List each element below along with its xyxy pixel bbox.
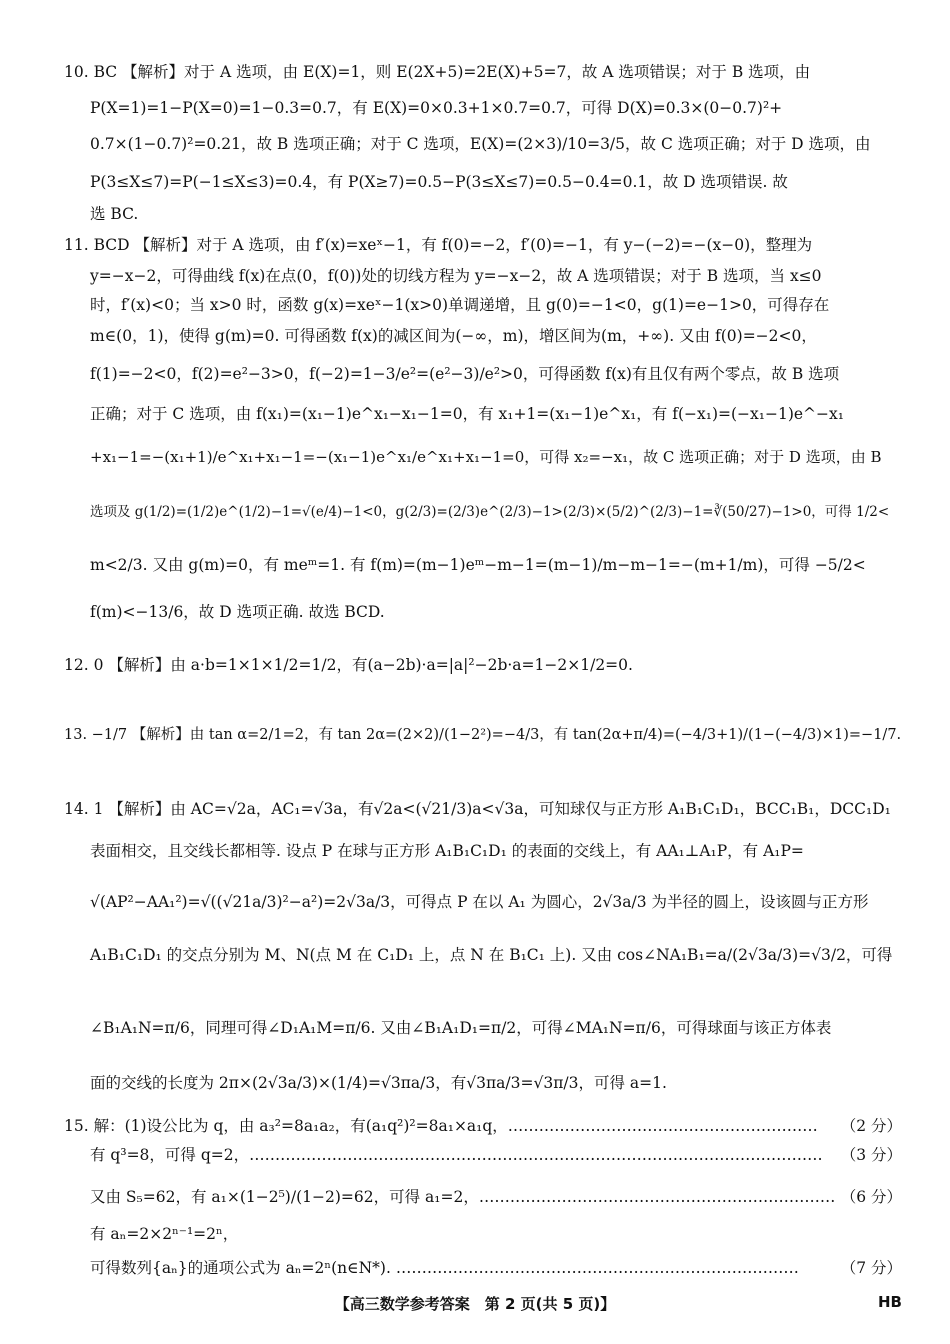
text-line: m<2/3. 又由 g(m)=0，有 meᵐ=1. 有 f(m)=(m−1)eᵐ−m−1=(m−1)/m−m−1=−(m+1/m)，可得 −5/2< bbox=[90, 556, 866, 574]
score-label: （2 分） bbox=[840, 1117, 902, 1135]
text-line: 正确；对于 C 选项，由 f(x₁)=(x₁−1)e^x₁−x₁−1=0，有 x₁+1=(x₁−1)e^x₁，有 f(−x₁)=(−x₁−1)e^−x₁ bbox=[90, 405, 844, 423]
text-line: 选 BC. bbox=[90, 205, 139, 223]
text-line: P(3≤X≤7)=P(−1≤X≤3)=0.4，有 P(X≥7)=0.5−P(3≤X≤7)=0.5−0.4=0.1，故 D 选项错误. 故 bbox=[90, 173, 788, 191]
text-line: 又由 S₅=62，有 a₁×(1−2⁵)/(1−2)=62，可得 a₁=2，…………………………………………………………… bbox=[90, 1188, 836, 1206]
text-line: 15. 解：(1)设公比为 q，由 a₃²=8a₁a₂，有(a₁q²)²=8a₁×a₁q，…………………………………………………… bbox=[64, 1117, 818, 1135]
text-line: 选项及 g(1/2)=(1/2)e^(1/2)−1=√(e/4)−1<0，g(2/3)=(2/3)e^(2/3)−1>(2/3)×(5/2)^(2/3)−1=∛(50/27)−1>0，可得 1/2< bbox=[90, 504, 890, 520]
text-line: 13. −1/7 【解析】由 tan α=2/1=2，有 tan 2α=(2×2)/(1−2²)=−4/3，有 tan(2α+π/4)=(−4/3+1)/(1−(−4/3)×1)=−1/7. bbox=[64, 727, 902, 743]
text-line: 时，f′(x)<0；当 x>0 时，函数 g(x)=xeˣ−1(x>0)单调递增，且 g(0)=−1<0，g(1)=e−1>0，可得存在 bbox=[90, 296, 830, 314]
text-line: 有 q³=8，可得 q=2，………………………………………………………………………………………………… bbox=[90, 1146, 823, 1164]
score-label: （7 分） bbox=[840, 1259, 902, 1277]
text-line: 有 aₙ=2×2ⁿ⁻¹=2ⁿ， bbox=[90, 1225, 239, 1243]
text-line: f(1)=−2<0，f(2)=e²−3>0，f(−2)=1−3/e²=(e²−3)/e²>0，可得函数 f(x)有且仅有两个零点，故 B 选项 bbox=[90, 365, 840, 383]
text-line: √(AP²−AA₁²)=√((√21a/3)²−a²)=2√3a/3，可得点 P 在以 A₁ 为圆心，2√3a/3 为半径的圆上，设该圆与正方形 bbox=[90, 893, 869, 911]
text-line: +x₁−1=−(x₁+1)/e^x₁+x₁−1=−(x₁−1)e^x₁/e^x₁+x₁−1=0，可得 x₂=−x₁，故 C 选项正确；对于 D 选项，由 B bbox=[90, 448, 882, 466]
text-line: 12. 0 【解析】由 a·b=1×1×1/2=1/2，有(a−2b)·a=|a|²−2b·a=1−2×1/2=0. bbox=[64, 656, 633, 674]
text-line: 14. 1 【解析】由 AC=√2a，AC₁=√3a，有√2a<(√21/3)a<√3a，可知球仅与正方形 A₁B₁C₁D₁，BCC₁B₁，DCC₁D₁ bbox=[64, 800, 891, 818]
text-line: 面的交线的长度为 2π×(2√3a/3)×(1/4)=√3πa/3，有√3πa/3=√3π/3，可得 a=1. bbox=[90, 1074, 667, 1092]
text-line: f(m)<−13/6，故 D 选项正确. 故选 BCD. bbox=[90, 603, 385, 621]
text-line: ∠B₁A₁N=π/6，同理可得∠D₁A₁M=π/6. 又由∠B₁A₁D₁=π/2，可得∠MA₁N=π/6，可得球面与该正方体表 bbox=[90, 1019, 832, 1037]
score-label: （6 分） bbox=[840, 1188, 902, 1206]
page-footer: 【高三数学参考答案 第 2 页(共 5 页)】 bbox=[334, 1295, 616, 1313]
text-line: 11. BCD 【解析】对于 A 选项，由 f′(x)=xeˣ−1，有 f(0)=−2，f′(0)=−1，有 y−(−2)=−(x−0)，整理为 bbox=[64, 236, 813, 254]
text-line: m∈(0，1)，使得 g(m)=0. 可得函数 f(x)的减区间为(−∞，m)，增区间为(m，+∞). 又由 f(0)=−2<0， bbox=[90, 327, 817, 345]
doc-code: HB bbox=[878, 1293, 902, 1311]
text-line: 0.7×(1−0.7)²=0.21，故 B 选项正确；对于 C 选项，E(X)=(2×3)/10=3/5，故 C 选项正确；对于 D 选项，由 bbox=[90, 135, 871, 153]
text-line: y=−x−2，可得曲线 f(x)在点(0，f(0))处的切线方程为 y=−x−2，故 A 选项错误；对于 B 选项，当 x≤0 bbox=[90, 267, 822, 285]
score-label: （3 分） bbox=[840, 1146, 902, 1164]
text-line: 表面相交，且交线长都相等. 设点 P 在球与正方形 A₁B₁C₁D₁ 的表面的交线上，有 AA₁⊥A₁P，有 A₁P= bbox=[90, 842, 804, 860]
text-line: 10. BC 【解析】对于 A 选项，由 E(X)=1，则 E(2X+5)=2E(X)+5=7，故 A 选项错误；对于 B 选项，由 bbox=[64, 63, 811, 81]
text-line: P(X=1)=1−P(X=0)=1−0.3=0.7，有 E(X)=0×0.3+1×0.7=0.7，可得 D(X)=0.3×(0−0.7)²+ bbox=[90, 99, 783, 117]
text-line: 可得数列{aₙ}的通项公式为 aₙ=2ⁿ(n∈N*). …………………………………………………………………… bbox=[90, 1259, 799, 1277]
text-line: A₁B₁C₁D₁ 的交点分别为 M、N(点 M 在 C₁D₁ 上，点 N 在 B₁C₁ 上). 又由 cos∠NA₁B₁=a/(2√3a/3)=√3/2，可得 bbox=[90, 946, 893, 964]
